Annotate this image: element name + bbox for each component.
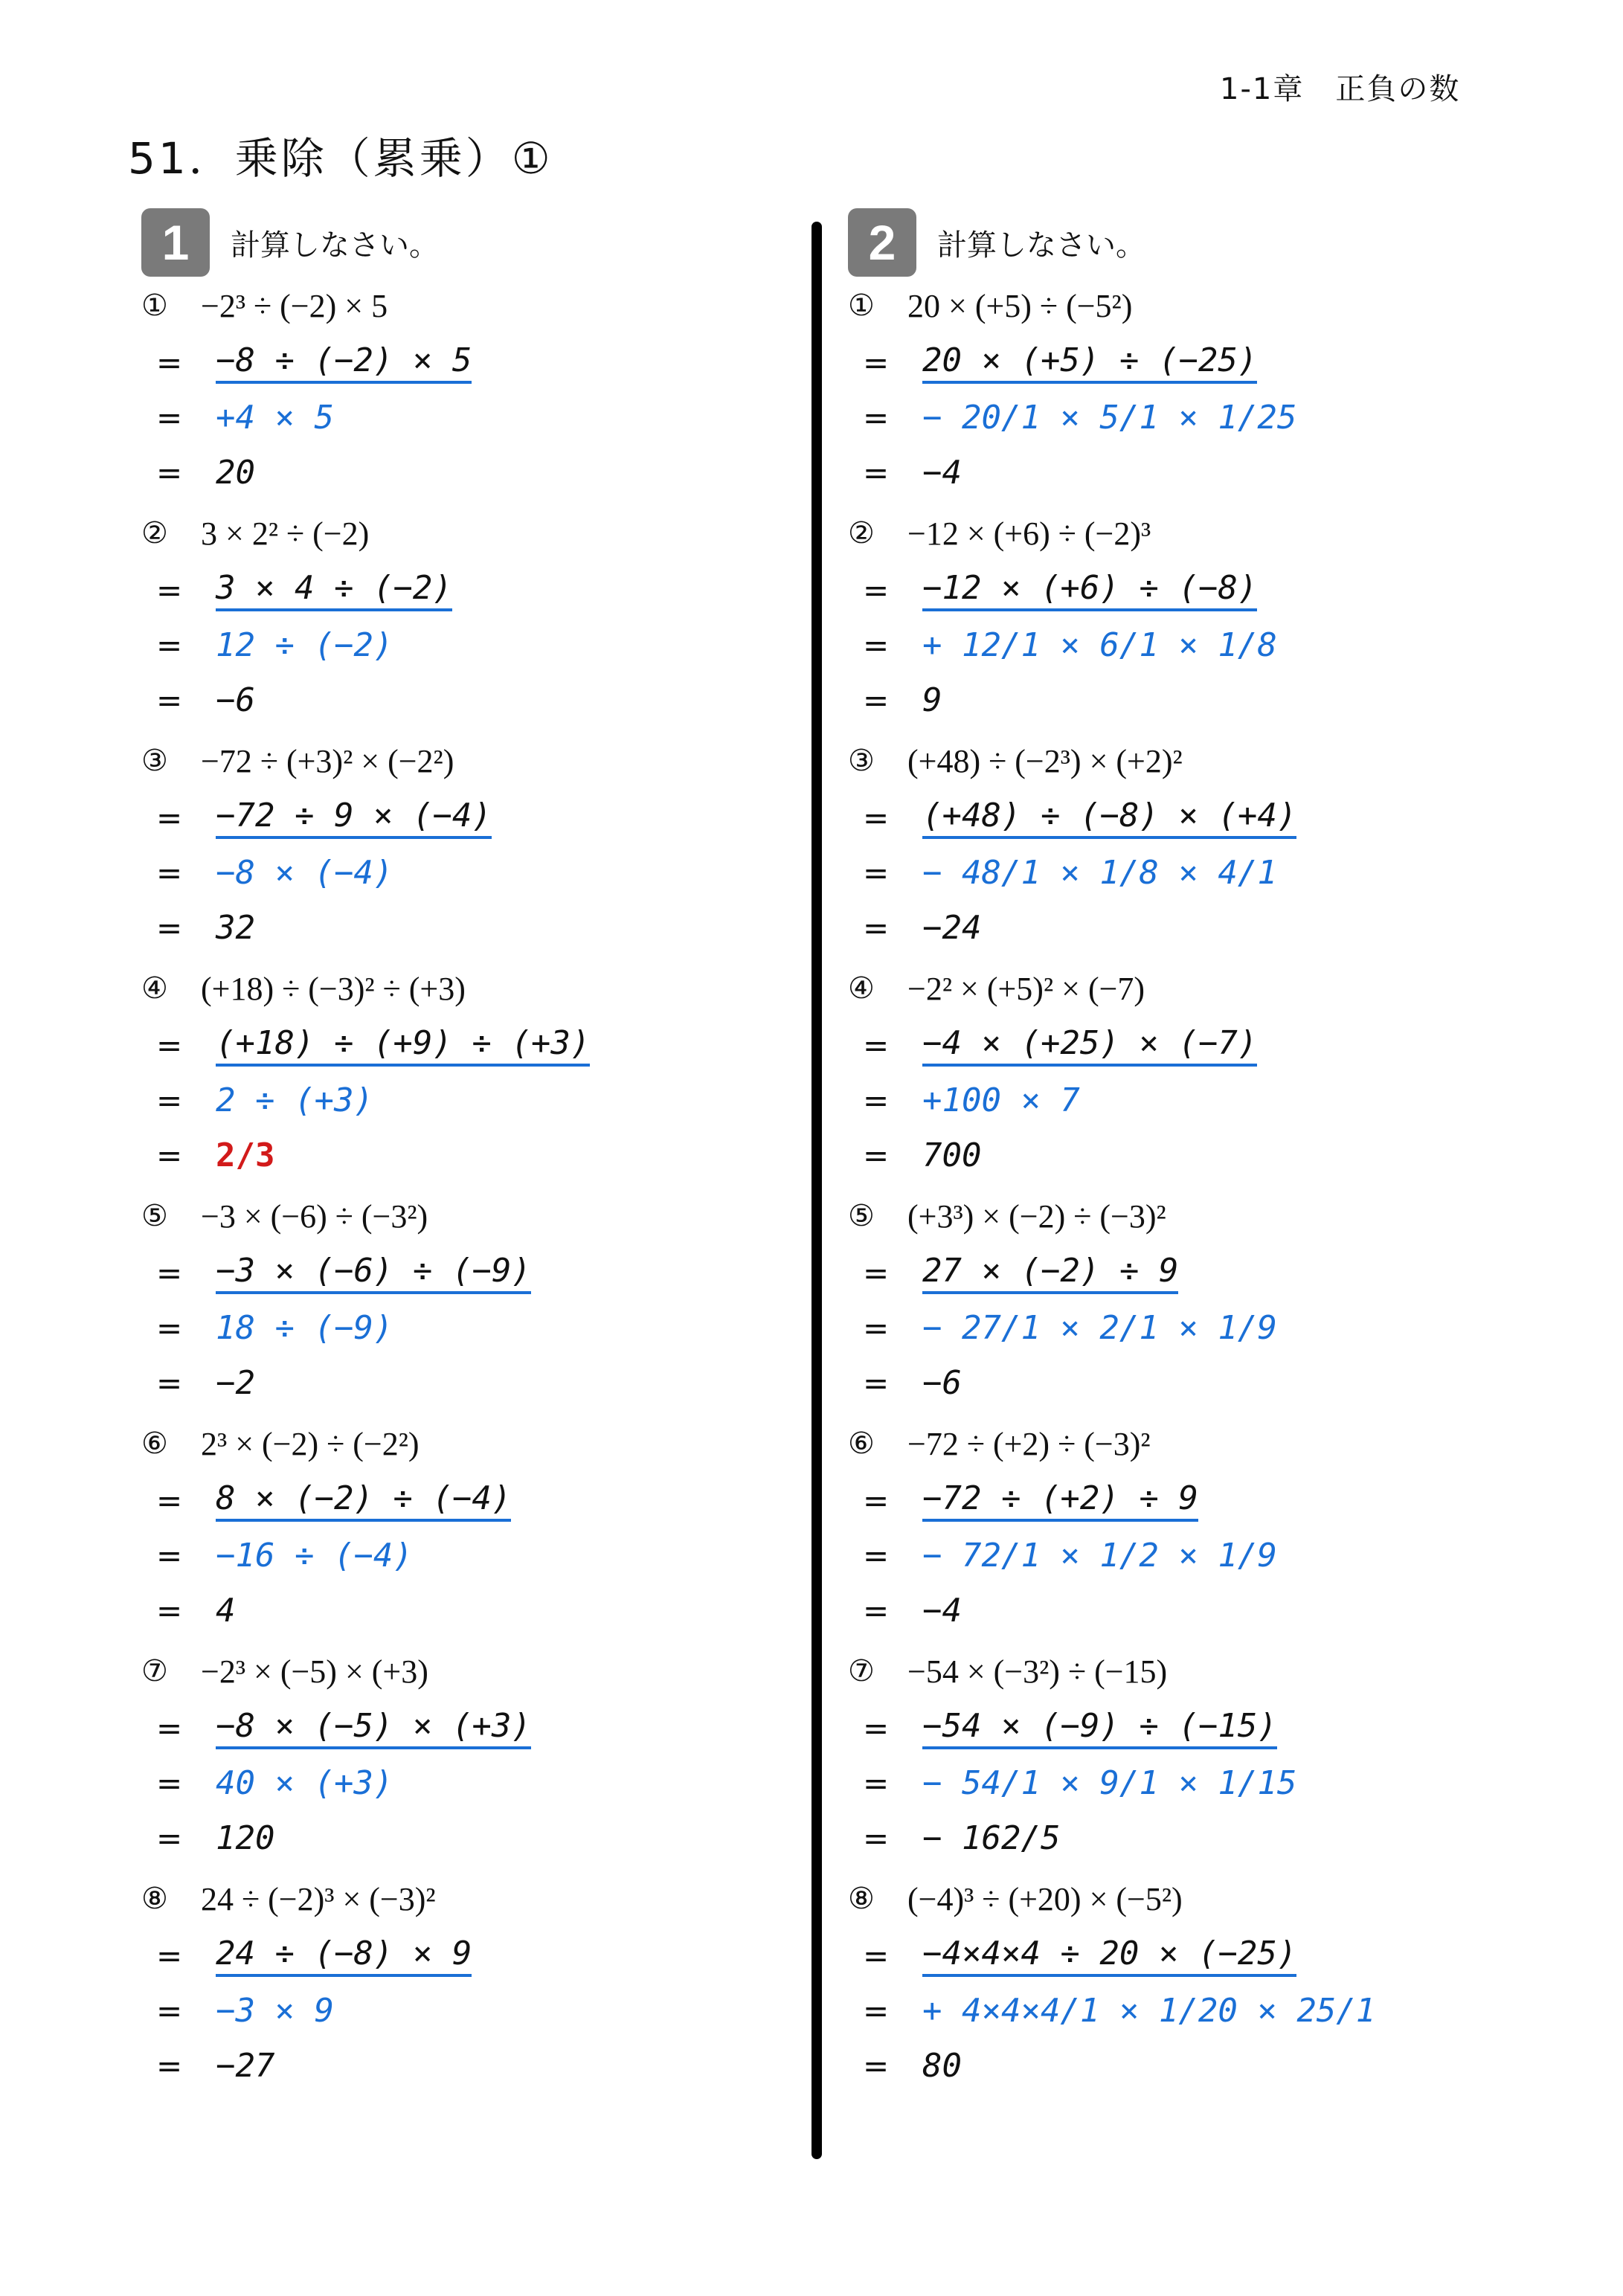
solution-step — [141, 445, 781, 500]
problem-number: ⑦ — [141, 1654, 168, 1688]
handwritten-step: −3 × 9 — [216, 1991, 334, 2030]
handwritten-step: −24 — [922, 908, 982, 947]
problem-question-row — [848, 504, 1488, 562]
solution-step — [848, 1473, 1488, 1528]
chapter-label: 1-1章 正負の数 — [1220, 72, 1461, 106]
section-1 — [141, 208, 781, 2097]
solution-step — [141, 1245, 781, 1300]
problem-question-row — [141, 277, 781, 335]
equals-sign: = — [156, 681, 183, 718]
equals-sign: = — [156, 1709, 183, 1746]
equals-sign: = — [156, 344, 183, 381]
solution-step — [848, 2038, 1488, 2093]
handwritten-step: 32 — [216, 908, 255, 947]
equals-sign: = — [156, 909, 183, 946]
problem-number: ⑤ — [848, 1199, 875, 1233]
problem-number: ⑥ — [141, 1427, 168, 1461]
handwritten-step: − 20/1 × 5/1 × 1/25 — [922, 398, 1297, 437]
handwritten-step: −6 — [216, 681, 255, 719]
problem-number: ② — [848, 516, 875, 550]
problem-question-row — [848, 959, 1488, 1017]
solution-step — [848, 1810, 1488, 1865]
solution-step — [848, 1355, 1488, 1410]
solution-step — [141, 1300, 781, 1355]
solution-step — [141, 2038, 781, 2093]
equals-sign: = — [156, 571, 183, 608]
handwritten-step: −4 — [922, 1591, 962, 1630]
handwritten-step: −8 × (−5) × (+3) — [216, 1707, 531, 1749]
solution-step — [141, 672, 781, 727]
solution-step — [141, 790, 781, 845]
solution-step — [848, 1928, 1488, 1983]
solution-step — [848, 445, 1488, 500]
problem-question-row — [848, 1642, 1488, 1700]
handwritten-step: −8 × (−4) — [216, 853, 393, 892]
page-title: 51．乗除（累乗）① — [128, 133, 553, 184]
handwritten-step: −3 × (−6) ÷ (−9) — [216, 1252, 531, 1294]
problem-expression: −2² × (+5)² × (−7) — [907, 970, 1145, 1007]
problem-number: ⑤ — [141, 1199, 168, 1233]
handwritten-step: −4 × (+25) × (−7) — [922, 1024, 1257, 1067]
equals-sign: = — [156, 1364, 183, 1401]
problem-spacer — [141, 2093, 781, 2097]
equals-sign: = — [863, 1136, 890, 1174]
handwritten-step: 2/3 — [216, 1136, 275, 1174]
equals-sign: = — [863, 1309, 890, 1346]
problem-number: ⑧ — [848, 1882, 875, 1916]
equals-sign: = — [863, 454, 890, 491]
handwritten-step: 12 ÷ (−2) — [216, 626, 393, 664]
problem-number: ② — [141, 516, 168, 550]
solution-step — [141, 1755, 781, 1810]
equals-sign: = — [156, 1081, 183, 1119]
column-divider — [812, 222, 822, 2159]
section-1-badge: 1 — [141, 208, 210, 277]
problem-question-row — [141, 1870, 781, 1928]
problem-expression: (+3³) × (−2) ÷ (−3)² — [907, 1197, 1166, 1235]
problem — [848, 277, 1488, 504]
solution-step — [848, 1128, 1488, 1183]
solution-step — [141, 390, 781, 445]
solution-step — [848, 900, 1488, 955]
equals-sign: = — [156, 1937, 183, 1974]
handwritten-step: −16 ÷ (−4) — [216, 1536, 413, 1575]
equals-sign: = — [863, 399, 890, 436]
handwritten-step: −6 — [922, 1363, 962, 1402]
equals-sign: = — [156, 1309, 183, 1346]
solution-step — [848, 1017, 1488, 1073]
solution-step — [141, 335, 781, 390]
solution-step — [141, 900, 781, 955]
problem-question-row — [141, 732, 781, 790]
solution-step — [848, 1245, 1488, 1300]
problem-spacer — [848, 2093, 1488, 2097]
problem — [848, 1870, 1488, 2097]
equals-sign: = — [863, 1026, 890, 1064]
section-1-problems — [141, 277, 781, 2097]
problem-number: ⑧ — [141, 1882, 168, 1916]
problem-question-row — [141, 1642, 781, 1700]
handwritten-step: 20 — [216, 453, 255, 492]
equals-sign: = — [863, 1537, 890, 1574]
handwritten-step: 8 × (−2) ÷ (−4) — [216, 1479, 511, 1522]
handwritten-step: 3 × 4 ÷ (−2) — [216, 569, 452, 611]
problem — [141, 277, 781, 504]
equals-sign: = — [863, 1819, 890, 1856]
handwritten-step: (+48) ÷ (−8) × (+4) — [922, 797, 1296, 839]
problem-expression: −2³ × (−5) × (+3) — [201, 1653, 428, 1690]
equals-sign: = — [863, 571, 890, 608]
problem-expression: (+48) ÷ (−2³) × (+2)² — [907, 742, 1183, 779]
handwritten-step: − 162/5 — [922, 1819, 1061, 1857]
problem-number: ④ — [848, 971, 875, 1006]
problem — [141, 732, 781, 959]
problem-question-row — [848, 1187, 1488, 1245]
handwritten-step: −8 ÷ (−2) × 5 — [216, 341, 472, 384]
equals-sign: = — [156, 1482, 183, 1519]
problem — [141, 959, 781, 1187]
handwritten-step: + 4×4×4/1 × 1/20 × 25/1 — [922, 1991, 1376, 2030]
problem-question-row — [141, 959, 781, 1017]
handwritten-step: +4 × 5 — [216, 398, 334, 437]
equals-sign: = — [863, 626, 890, 663]
problem-number: ⑥ — [848, 1427, 875, 1461]
handwritten-step: 80 — [922, 2046, 962, 2085]
handwritten-step: − 54/1 × 9/1 × 1/15 — [922, 1763, 1297, 1802]
section-2 — [848, 208, 1488, 2097]
solution-step — [848, 562, 1488, 617]
solution-step — [848, 1983, 1488, 2038]
problem-question-row — [141, 1415, 781, 1473]
solution-step — [848, 672, 1488, 727]
equals-sign: = — [863, 1992, 890, 2029]
problem-expression: −72 ÷ (+3)² × (−2²) — [201, 742, 454, 779]
problem — [141, 1870, 781, 2097]
handwritten-step: −27 — [216, 2046, 275, 2085]
problem-expression: (+18) ÷ (−3)² ÷ (+3) — [201, 970, 466, 1007]
section-1-instruction: 計算しなさい。 — [231, 228, 439, 263]
equals-sign: = — [156, 2047, 183, 2084]
handwritten-step: −72 ÷ 9 × (−4) — [216, 797, 492, 839]
equals-sign: = — [863, 681, 890, 718]
handwritten-step: + 12/1 × 6/1 × 1/8 — [922, 626, 1277, 664]
handwritten-step: 27 × (−2) ÷ 9 — [922, 1252, 1178, 1294]
solution-step — [141, 562, 781, 617]
problem-expression: −2³ ÷ (−2) × 5 — [201, 287, 388, 324]
problem-number: ① — [848, 289, 875, 323]
problem-question-row — [848, 732, 1488, 790]
problem-expression: 2³ × (−2) ÷ (−2²) — [201, 1425, 420, 1462]
handwritten-step: 700 — [922, 1136, 982, 1174]
solution-step — [141, 1355, 781, 1410]
solution-step — [848, 1073, 1488, 1128]
handwritten-step: 40 × (+3) — [216, 1763, 393, 1802]
equals-sign: = — [156, 854, 183, 891]
problem-number: ③ — [848, 744, 875, 778]
handwritten-step: 20 × (+5) ÷ (−25) — [922, 341, 1257, 384]
handwritten-step: 120 — [216, 1819, 275, 1857]
problem-expression: −72 ÷ (+2) ÷ (−3)² — [907, 1425, 1151, 1462]
solution-step — [848, 1755, 1488, 1810]
section-2-instruction: 計算しなさい。 — [937, 228, 1145, 263]
problem — [848, 1187, 1488, 1415]
solution-step — [848, 1300, 1488, 1355]
equals-sign: = — [863, 1364, 890, 1401]
handwritten-step: −12 × (+6) ÷ (−8) — [922, 569, 1257, 611]
problem-expression: (−4)³ ÷ (+20) × (−5²) — [907, 1880, 1183, 1917]
equals-sign: = — [156, 1592, 183, 1629]
problem — [141, 1415, 781, 1642]
solution-step — [141, 1473, 781, 1528]
solution-step — [848, 845, 1488, 900]
solution-step — [141, 1700, 781, 1755]
equals-sign: = — [156, 1764, 183, 1801]
solution-step — [141, 617, 781, 672]
problem-expression: 24 ÷ (−2)³ × (−3)² — [201, 1880, 436, 1917]
equals-sign: = — [863, 1081, 890, 1119]
problem-number: ⑦ — [848, 1654, 875, 1688]
solution-step — [848, 1700, 1488, 1755]
equals-sign: = — [863, 1709, 890, 1746]
problem-expression: −12 × (+6) ÷ (−2)³ — [907, 515, 1151, 552]
equals-sign: = — [863, 1592, 890, 1629]
equals-sign: = — [863, 1764, 890, 1801]
handwritten-step: 9 — [922, 681, 942, 719]
equals-sign: = — [156, 1819, 183, 1856]
equals-sign: = — [863, 1254, 890, 1291]
problem-expression: −3 × (−6) ÷ (−3²) — [201, 1197, 428, 1235]
problem — [848, 1415, 1488, 1642]
equals-sign: = — [863, 1937, 890, 1974]
solution-step — [141, 1528, 781, 1583]
equals-sign: = — [156, 1136, 183, 1174]
section-1-header — [141, 208, 781, 277]
handwritten-step: +100 × 7 — [922, 1081, 1080, 1119]
handwritten-step: −4 — [922, 453, 962, 492]
equals-sign: = — [863, 344, 890, 381]
handwritten-step: 2 ÷ (+3) — [216, 1081, 373, 1119]
problem — [848, 1642, 1488, 1870]
solution-step — [141, 1073, 781, 1128]
problem-question-row — [848, 1415, 1488, 1473]
solution-step — [848, 390, 1488, 445]
equals-sign: = — [156, 1026, 183, 1064]
section-2-header — [848, 208, 1488, 277]
handwritten-step: −54 × (−9) ÷ (−15) — [922, 1707, 1277, 1749]
equals-sign: = — [863, 1482, 890, 1519]
handwritten-step: 24 ÷ (−8) × 9 — [216, 1935, 472, 1977]
handwritten-step: − 27/1 × 2/1 × 1/9 — [922, 1308, 1277, 1347]
equals-sign: = — [156, 626, 183, 663]
section-2-problems — [848, 277, 1488, 2097]
solution-step — [848, 617, 1488, 672]
problem — [848, 504, 1488, 732]
handwritten-step: 4 — [216, 1591, 236, 1630]
equals-sign: = — [156, 1992, 183, 2029]
equals-sign: = — [863, 799, 890, 836]
problem-number: ④ — [141, 971, 168, 1006]
equals-sign: = — [156, 799, 183, 836]
problem-number: ③ — [141, 744, 168, 778]
solution-step — [141, 1983, 781, 2038]
equals-sign: = — [156, 1537, 183, 1574]
problem-question-row — [141, 504, 781, 562]
problem-expression: 20 × (+5) ÷ (−5²) — [907, 287, 1133, 324]
equals-sign: = — [863, 909, 890, 946]
equals-sign: = — [863, 2047, 890, 2084]
solution-step — [141, 1928, 781, 1983]
handwritten-step: −2 — [216, 1363, 255, 1402]
problem — [141, 504, 781, 732]
problem-expression: 3 × 2² ÷ (−2) — [201, 515, 370, 552]
equals-sign: = — [156, 399, 183, 436]
solution-step — [848, 1528, 1488, 1583]
handwritten-step: −4×4×4 ÷ 20 × (−25) — [922, 1935, 1296, 1977]
problem — [848, 732, 1488, 959]
problem-question-row — [848, 1870, 1488, 1928]
solution-step — [848, 1583, 1488, 1638]
handwritten-step: (+18) ÷ (+9) ÷ (+3) — [216, 1024, 590, 1067]
problem — [141, 1187, 781, 1415]
solution-step — [848, 790, 1488, 845]
handwritten-step: − 72/1 × 1/2 × 1/9 — [922, 1536, 1277, 1575]
solution-step — [141, 845, 781, 900]
solution-step — [141, 1017, 781, 1073]
solution-step — [141, 1810, 781, 1865]
handwritten-step: −72 ÷ (+2) ÷ 9 — [922, 1479, 1198, 1522]
equals-sign: = — [156, 454, 183, 491]
problem-number: ① — [141, 289, 168, 323]
problem-question-row — [848, 277, 1488, 335]
solution-step — [141, 1583, 781, 1638]
solution-step — [848, 335, 1488, 390]
handwritten-step: 18 ÷ (−9) — [216, 1308, 393, 1347]
equals-sign: = — [156, 1254, 183, 1291]
section-2-badge: 2 — [848, 208, 916, 277]
problem-question-row — [141, 1187, 781, 1245]
handwritten-step: − 48/1 × 1/8 × 4/1 — [922, 853, 1277, 892]
problem-expression: −54 × (−3²) ÷ (−15) — [907, 1653, 1168, 1690]
equals-sign: = — [863, 854, 890, 891]
problem — [848, 959, 1488, 1187]
solution-step — [141, 1128, 781, 1183]
problem — [141, 1642, 781, 1870]
